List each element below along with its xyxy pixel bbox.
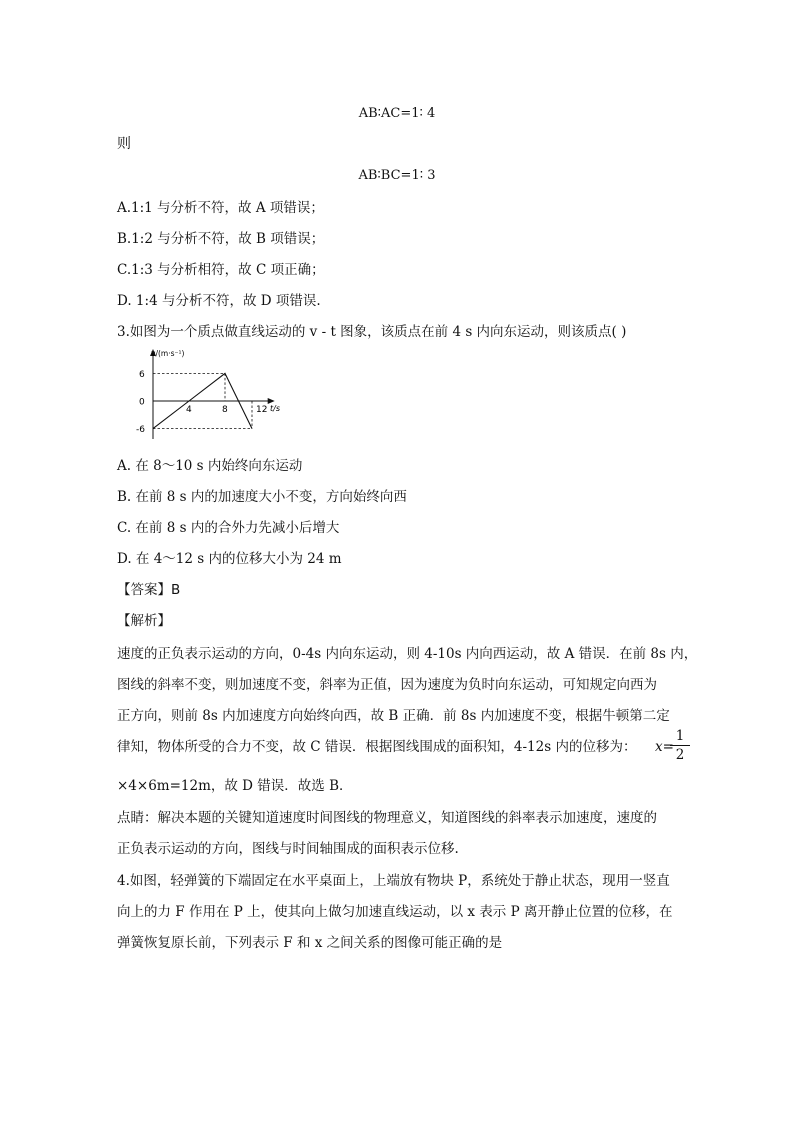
vt-graph <box>115 344 290 444</box>
q2-option-d: D. 1:4 与分析不符，故 D 项错误. <box>117 293 321 309</box>
q3-option-c: C. 在前 8 s 内的合外力先减小后增大 <box>117 520 340 536</box>
q3-analysis-label: 【解析】 <box>117 613 171 629</box>
q4-line-3: 弹簧恢复原长前，下列表示 F 和 x 之间关系的图像可能正确的是 <box>117 935 503 951</box>
q3-answer: 【答案】B <box>117 582 181 598</box>
y-tick-label: 6 <box>139 369 145 380</box>
fraction-denominator: 2 <box>675 747 685 763</box>
q3-stem: 3.如图为一个质点做直线运动的 v - t 图象，该质点在前 4 s 内向东运动，则该质点( ) <box>117 324 627 340</box>
x-axis-label: t/s <box>270 404 280 413</box>
x-tick-label: 12 <box>256 405 268 415</box>
q3-comment-line-2: 正负表示运动的方向，图线与时间轴围成的面积表示位移. <box>117 841 459 857</box>
q3-analysis-line-4: 律知，物体所受的合力不变，故 C 错误．根据图线围成的面积知，4-12s 内的位移为： <box>117 739 637 755</box>
y-axis-label: v/(m·s⁻¹) <box>151 349 185 358</box>
q2-option-c: C.1:3 与分析相符，故 C 项正确； <box>117 262 325 278</box>
q2-option-a: A.1:1 与分析不符，故 A 项错误； <box>117 200 324 216</box>
fraction-bar <box>670 745 690 746</box>
q4-line-2: 向上的力 F 作用在 P 上，使其向上做匀加速直线运动，以 x 表示 P 离开静止位置的位移，在 <box>117 904 673 920</box>
ratio-ab-bc: AB∶BC=1∶ 3 <box>358 168 436 183</box>
x-tick-label: 4 <box>186 405 192 415</box>
fraction-numerator: 1 <box>675 728 685 744</box>
q3-option-a: A. 在 8～10 s 内始终向东运动 <box>117 458 303 474</box>
q3-analysis-line-5: ×4×6m=12m，故 D 错误．故选 B． <box>117 778 353 794</box>
ratio-ab-ac: AB∶AC=1∶ 4 <box>358 106 436 121</box>
q3-analysis-line-1: 速度的正负表示运动的方向，0-4s 内向东运动，则 4-10s 内向西运动，故 A 错误．在前 8s 内， <box>117 646 698 662</box>
q3-option-b: B. 在前 8 s 内的加速度大小不变，方向始终向西 <box>117 489 407 505</box>
fraction-one-half <box>670 728 690 763</box>
then-text: 则 <box>117 136 131 152</box>
q3-option-d: D. 在 4～12 s 内的位移大小为 24 m <box>117 551 342 567</box>
q3-comment-line-1: 点睛：解决本题的关键知道速度时间图线的物理意义，知道图线的斜率表示加速度，速度的 <box>117 810 657 826</box>
q3-analysis-line-2: 图线的斜率不变，则加速度不变，斜率为正值，因为速度为负时向东运动，可知规定向西为 <box>117 677 657 693</box>
x-tick-label: 8 <box>222 405 228 415</box>
formula-variable: x= <box>655 739 674 755</box>
q4-line-1: 4.如图，轻弹簧的下端固定在水平桌面上，上端放有物块 P，系统处于静止状态，现用一竖直 <box>117 873 670 889</box>
q2-option-b: B.1:2 与分析不符，故 B 项错误； <box>117 231 325 247</box>
y-tick-label: 0 <box>139 397 145 408</box>
q3-analysis-line-3: 正方向，则前 8s 内加速度方向始终向西，故 B 正确．前 8s 内加速度不变，根据牛顿第二定 <box>117 708 670 724</box>
y-tick-label: -6 <box>136 425 145 436</box>
